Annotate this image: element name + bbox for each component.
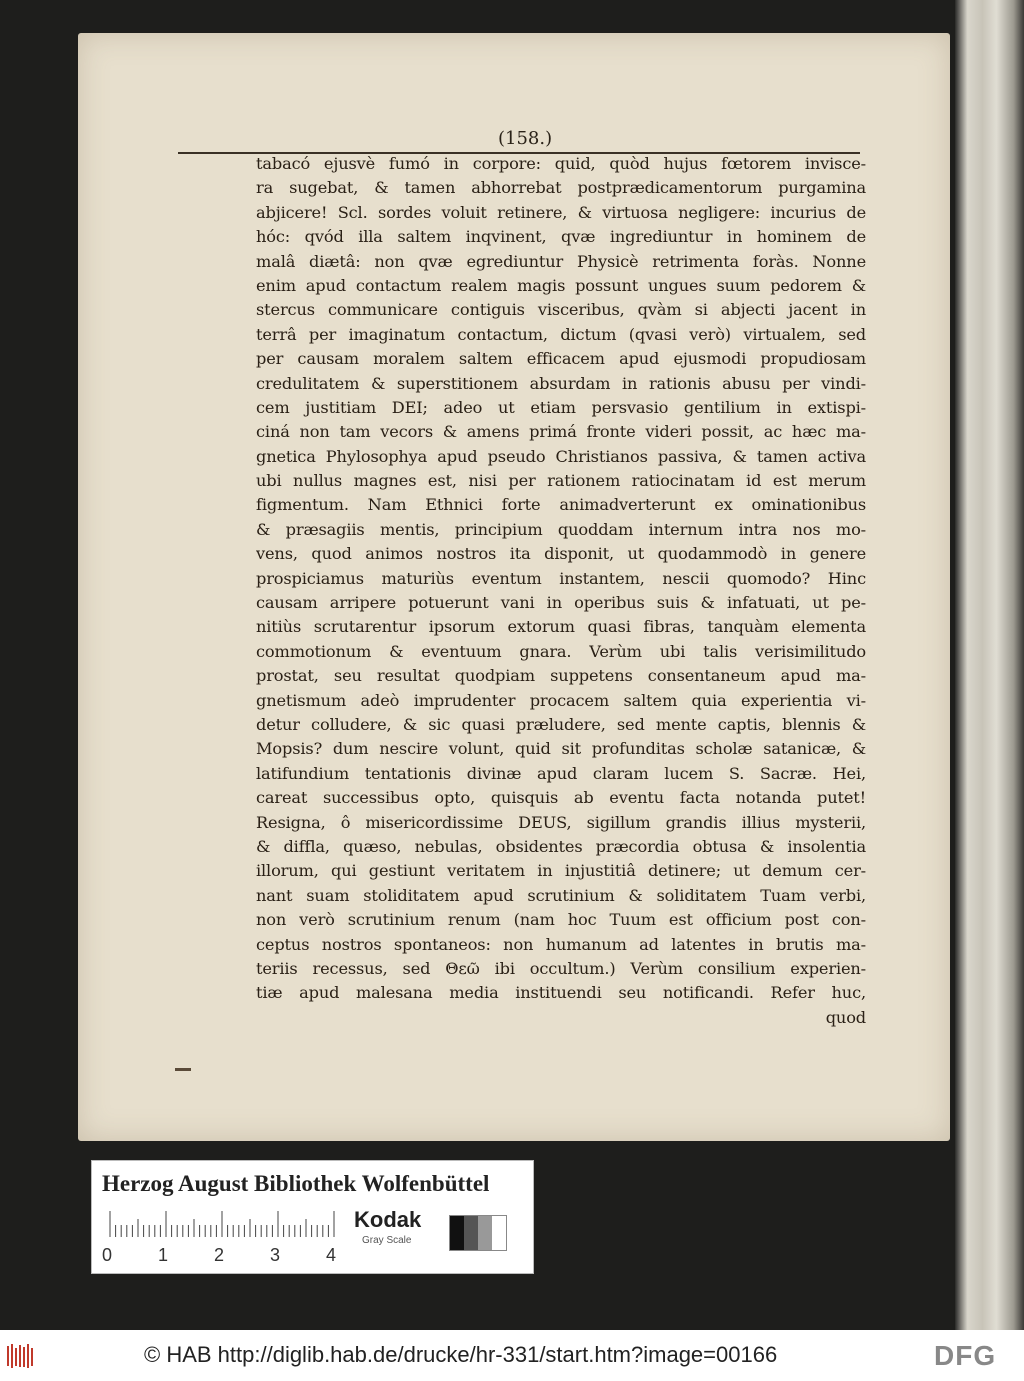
- text-line: careat successibus opto, quisquis ab eventu facta notanda putet!: [256, 788, 866, 808]
- text-line: figmentum. Nam Ethnici forte animadverterunt ex ominationibus: [256, 495, 866, 515]
- body-text: [256, 152, 866, 1030]
- text-line: credulitatem & superstitionem absurdam in rationis abusu per vindi-: [256, 373, 866, 393]
- ruler-label: 4: [326, 1245, 337, 1265]
- gray-swatch: [464, 1216, 478, 1250]
- text-line: causam arripere potuerunt vani in operibus suis & infatuati, ut pe-: [256, 593, 866, 613]
- ruler-labels: [102, 1245, 342, 1267]
- library-name: Herzog August Bibliothek Wolfenbüttel: [102, 1171, 490, 1196]
- kodak-logo: Kodak: [354, 1207, 422, 1232]
- text-line: abjicere! Scl. sordes voluit retinere, & virtuosa negligere: incurius de: [256, 202, 866, 222]
- text-line: teriis recessus, sed Θεῶ ibi occultum.) Verùm consilium experien-: [256, 958, 866, 978]
- gray-swatches: [449, 1215, 507, 1251]
- text-line: quod: [825, 1007, 866, 1027]
- text-line: tiæ apud malesana media instituendi seu notificandi. Refer huc,: [256, 983, 866, 1003]
- text-line: stercus communicare contiguis visceribus, qvàm si abjecti jacent in: [256, 300, 866, 320]
- gray-swatch: [492, 1216, 506, 1250]
- color-reference-bar: [91, 1160, 534, 1274]
- text-line: hóc: qvód illa saltem inqvinent, qvæ ingrediuntur in hominem de: [256, 227, 866, 247]
- text-line: detur colludere, & sic quasi præludere, sed mente captis, blennis &: [256, 714, 866, 734]
- text-line: ra sugebat, & tamen abhorrebat postprædicamentorum purgamina: [256, 178, 866, 198]
- footer-bar: [0, 1330, 1024, 1381]
- text-line: commotionum & eventuum gnara. Verùm ubi talis verisimilitudo: [256, 641, 866, 661]
- text-line: per causam moralem saltem efficacem apud ejusmodi propudiosam: [256, 349, 866, 369]
- dfg-logo: DFG: [934, 1340, 997, 1371]
- text-line: cem justitiam DEI; adeo ut etiam persvasio gentilium in extispi-: [256, 397, 866, 417]
- text-line: non verò scrutinium renum (nam hoc Tuum est officium post con-: [256, 910, 866, 930]
- text-line: ceptus nostros spontaneos: non humanum ad latentes in brutis ma-: [256, 934, 866, 954]
- text-line: vens, quod animos nostros ita disponit, ut quodammodò in genere: [256, 544, 866, 564]
- text-line: ciná non tam vecors & amens primá fronte videri possit, ac hæc ma-: [256, 422, 866, 442]
- text-line: terrâ per imaginatum contactum, dictum (qvasi verò) virtualem, sed: [256, 324, 866, 344]
- ruler-label: 2: [214, 1245, 225, 1265]
- gray-scale-label: Gray Scale: [362, 1235, 412, 1246]
- text-line: nitiùs scrutarentur ipsorum extorum quasi fibras, tanquàm elementa: [256, 617, 866, 637]
- ruler-label: 1: [158, 1245, 169, 1265]
- ruler: [108, 1211, 338, 1237]
- page-number: (158.): [498, 128, 553, 149]
- text-line: gnetica Phylosophya apud pseudo Christianos passiva, & tamen activa: [256, 446, 866, 466]
- text-line: latifundium tentationis divinæ apud claram lucem S. Sacræ. Hei,: [256, 763, 866, 783]
- gray-swatch: [450, 1216, 464, 1250]
- running-header: [178, 128, 860, 154]
- text-line: malâ diætâ: non qvæ egrediuntur Physicè retrimenta foràs. Nonne: [256, 251, 866, 271]
- text-line: & diffla, quæso, nebulas, obsidentes præcordia obtusa & insolentia: [256, 836, 866, 856]
- text-line: Mopsis? dum nescire volunt, quid sit profunditas scholæ satanicæ, &: [256, 739, 866, 759]
- text-line: ubi nullus magnes est, nisi per rationem ratiocinatam id est merum: [256, 471, 866, 491]
- text-line: nant suam stoliditatem apud scrutinium & soliditatem Tuam verbi,: [256, 885, 866, 905]
- text-line: enim apud contactum realem magis possunt ungues suum pedorem &: [256, 275, 866, 295]
- ruler-label: 3: [270, 1245, 281, 1265]
- ruler-label: 0: [102, 1245, 113, 1265]
- text-line: prostat, seu resultat quodpiam suppetens consentaneum apud ma-: [256, 666, 866, 686]
- text-line: tabacó ejusvè fumó in corpore: quid, quòd hujus fœtorem invisce-: [256, 154, 866, 173]
- adjacent-page-edge: [955, 0, 1024, 1330]
- text-line: illorum, qui gestiunt veritatem in injustitiâ detinere; ut demum cer-: [256, 861, 866, 881]
- hab-logo-icon: [6, 1342, 36, 1370]
- gray-swatch: [478, 1216, 492, 1250]
- copyright-url: © HAB http://diglib.hab.de/drucke/hr-331/start.htm?image=00166: [144, 1342, 778, 1367]
- margin-mark: [175, 1068, 191, 1071]
- text-line: gnetismum adeò imprudenter procacem saltem quia experientia vi-: [256, 690, 866, 710]
- text-line: Resigna, ô misericordissime DEUS, sigillum grandis illius mysterii,: [256, 812, 866, 832]
- text-line: prospiciamus maturiùs eventum instantem, nescii quomodo? Hinc: [256, 568, 866, 588]
- text-line: & præsagiis mentis, principium quoddam internum intra nos mo-: [256, 519, 866, 539]
